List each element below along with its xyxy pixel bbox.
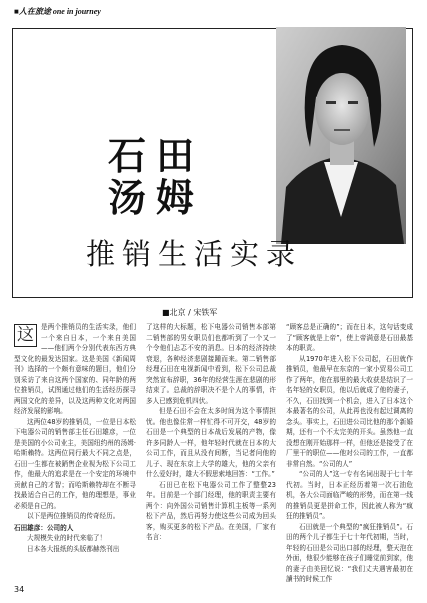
paragraph: 从1970年进入松下公司起，石田就作推销员，他最早在东京的一家小贸易公司工作了两年，他在那里的最大收获是结识了一名年轻的女职员，他以后就成了他的妻子，不久，石田找到一个机会，进入了日本这个本最著名的公司，从此再也没有起过调离的念头。事实上，石田进公司比他的那个新婚期，还有一个不太完美的开头。虽然他一直没想在刚开始那样一样，但他还是接受了在厂里干的职位——他对公司的工作，一直都非常自然。“公司的人” — [286, 354, 413, 468]
text-column-1 — [14, 322, 136, 554]
paragraph: 大规模失业的时代来临了！ — [27, 534, 107, 542]
paragraph: “顾客总是正确的”；而在日本，这句话变成了“顾客就是上帝”，使上帝满意是石田最基本的职责。 — [286, 323, 413, 352]
section-subhead: 石田雄彦：公司的人 — [14, 523, 74, 532]
text-column-2 — [146, 322, 276, 543]
text-column-3 — [286, 322, 413, 585]
article-subtitle: 推销生活实录 — [86, 237, 303, 271]
title-line-1: 石田 — [108, 134, 205, 178]
portrait-photo — [276, 27, 406, 244]
drop-cap: 这 — [14, 324, 37, 347]
byline: ■北京 / 宋铁军 — [162, 308, 218, 317]
paragraph: 石田就是一个典型的“疯狂推销员”。石田的两个儿子都生于七十年代初期，当时，年轻的石田是公司出口部的经理，整天泡在外面，他很少能够在孩子们睡觉前到家，他的妻子由美回忆说：“我们丈夫遇害最初在讀书的时候工作 — [286, 522, 413, 583]
paragraph: 是两个推销员的生活实录，他们一个来自日本，一个来自美国——他们两个分别代表东西方典型文化的最发达国家。这是美国《新闻周刊》选择的一个颇有意味的题目，他们分别采访了来自这两个国家的、同年龄的两位推销员，试图通过他们的生活经历探寻两国文化的差异，以及这两种文化对两国经济发展的影响。 — [14, 323, 136, 415]
paragraph: 日本各大报纸的头版都赫然刊出 — [27, 544, 120, 553]
section-header: ■人在旅途 one in journey — [14, 7, 101, 16]
paragraph: 石田已在松下电器公司工作了整整23年。目前是一个部门经理，他的职责主要有两个：向外国公司销售计算机主板等一系列松下产品，然后再努力使这些公司成为回头客，购买更多的松下产品。在美国，厂家有名言： — [146, 480, 276, 541]
paragraph: 了这样的大标题，松下电器公司销售本部第二销售部的男女职员们也都听到了一个又一个令他们忐忑不安的消息。日本的经济持续衰退，各种经济悲剧接踵而来。第二销售部经理石田在电视新闻中看到，松下公司总裁突然宣布辞职，36年的经营生涯在悲剧的形结束了。总裁的辞职决不是个人的事情，许多人已感到危机四伏。 — [146, 323, 276, 405]
paragraph: 但是石田不会在太多时间为这个事情担忧。他也像住常一样忙得不可开交，48岁的石田是一个典型的日本战后发展的产物，像许多同龄人一样，他年轻时代就在日本的大公司工作，而且从没有间断，当记者问他的儿子、现在东京上大学的雄大，他的父亲有什么爱好时，雄大不假思索地回答：“工作。” — [146, 407, 276, 478]
paragraph: 以下是两位推销员的传奇经历。 — [27, 512, 120, 520]
page-number: 34 — [14, 585, 25, 594]
title-line-2: 汤姆 — [108, 176, 205, 220]
paragraph: “公司的人”这一专有名词出现于七十年代初。当时，日本正经历着第一次石油危机，各大公司面临严峻的形势，而在第一线的推销员更是拼命工作，因此被人称为“疯狂的推销员”。 — [286, 470, 413, 520]
paragraph: 这两位48岁的推销员，一位是日本松下电器公司的销售部主任石田雄彦，一位是美国的小公司业主，美国纽约州的汤姆·哈斯賴特。这两位同行最大不同之点是，石田一生都在被銷售企业视为松下公司工作，他最大的追求是在一个安定的环境中贡献自己的才智；而哈斯赖特却在不断寻找最适合自己的工作，他的理想是，事业必须是自己的。 — [14, 417, 136, 510]
